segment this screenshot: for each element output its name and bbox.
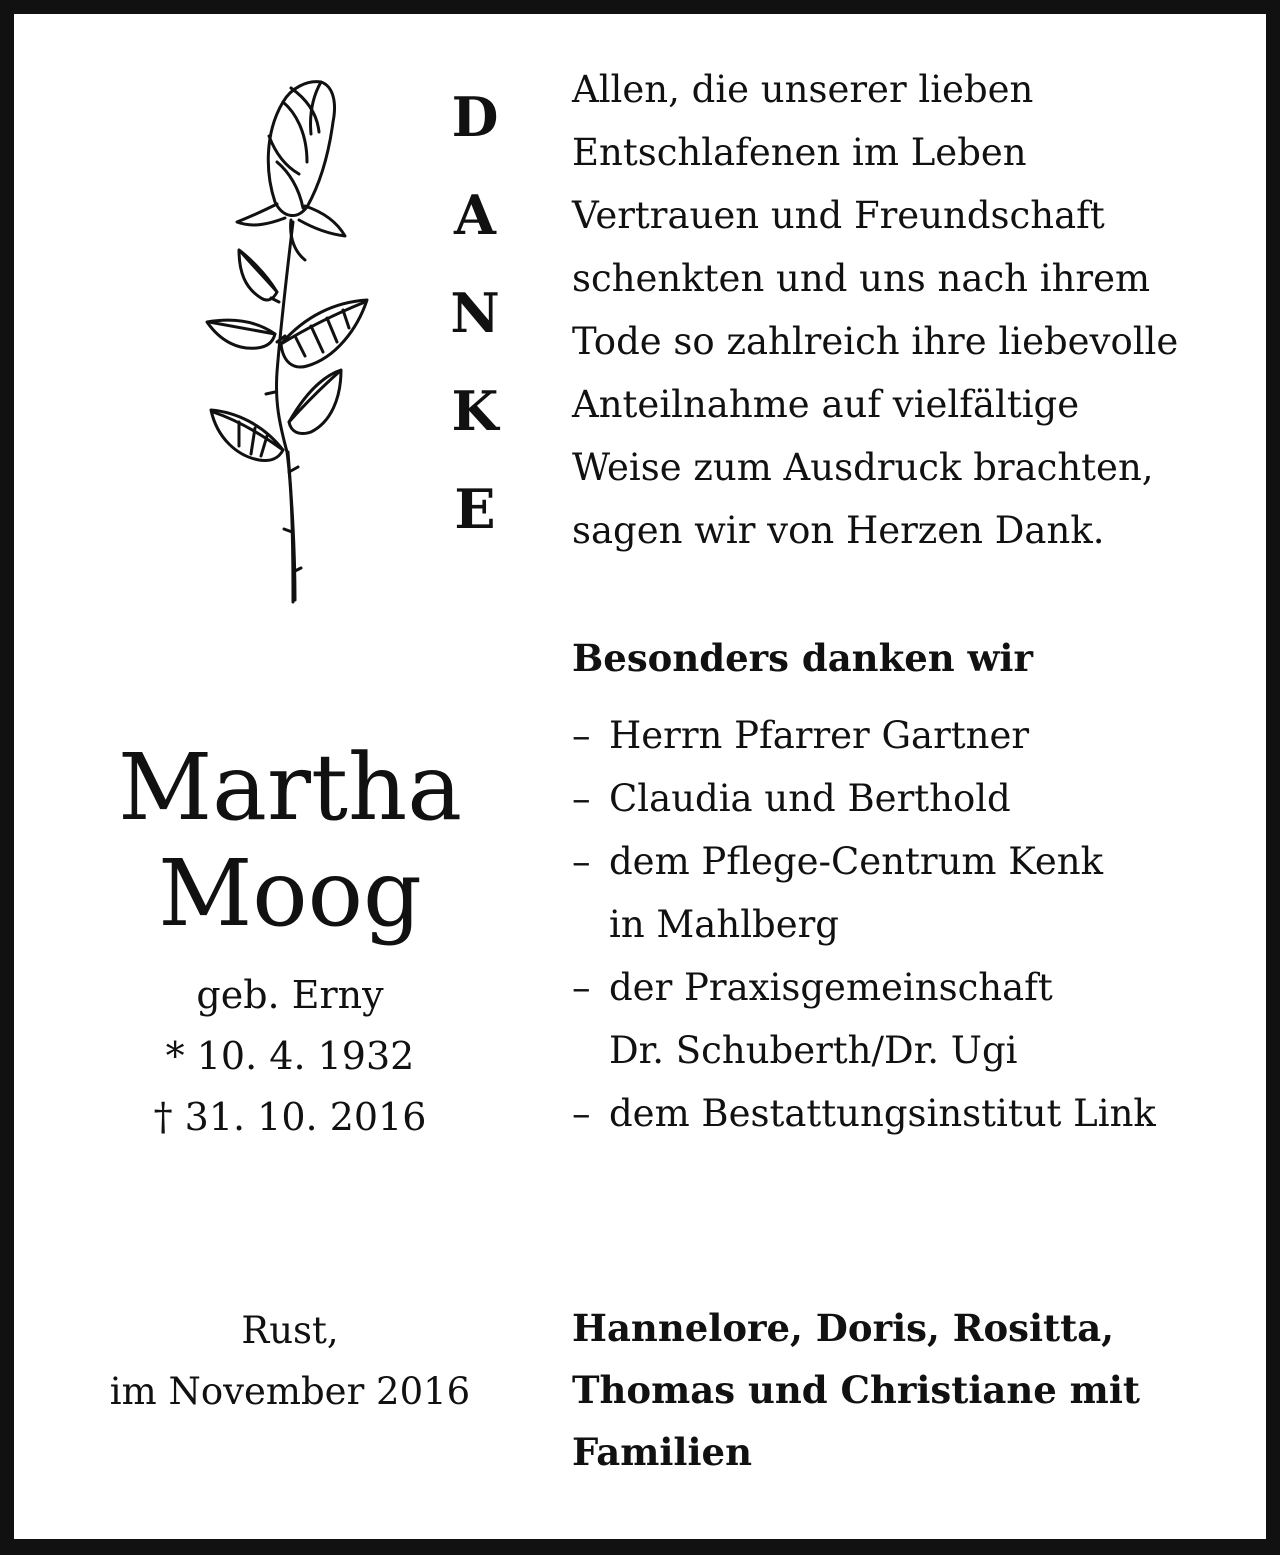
list-item-line: der Praxisgemeinschaft <box>609 966 1053 1009</box>
intro-line: Vertrauen und Freundschaft <box>572 194 1105 237</box>
maiden-name: geb. Erny <box>196 973 384 1017</box>
dash-marker: – <box>572 777 591 820</box>
list-item-line: Claudia und Berthold <box>609 777 1011 820</box>
family-signature <box>572 1297 1242 1483</box>
intro-text <box>572 58 1242 562</box>
danke-letter: K <box>451 379 499 443</box>
list-item <box>572 830 1242 956</box>
list-item-line: dem Pflege-Centrum Kenk <box>609 840 1104 883</box>
special-thanks-list <box>572 704 1242 1145</box>
intro-line: Weise zum Ausdruck brachten, <box>572 446 1154 489</box>
birth-date: * 10. 4. 1932 <box>165 1034 415 1078</box>
death-date: † 31. 10. 2016 <box>153 1095 427 1139</box>
intro-line: schenkten und uns nach ihrem <box>572 257 1151 300</box>
family-line: Familien <box>572 1430 752 1474</box>
list-item-line: Herrn Pfarrer Gartner <box>609 714 1030 757</box>
list-item <box>572 956 1242 1082</box>
dash-marker: – <box>572 714 591 757</box>
date-line: im November 2016 <box>109 1370 471 1413</box>
danke-letter: D <box>451 85 499 149</box>
danke-letter: A <box>454 183 496 247</box>
place-date <box>60 1300 520 1422</box>
family-line: Thomas und Christiane mit <box>572 1368 1140 1412</box>
rose-icon <box>195 72 375 607</box>
place-line: Rust, <box>241 1309 339 1352</box>
intro-line: Anteilnahme auf vielfältige <box>572 383 1080 426</box>
danke-letter: N <box>450 281 500 345</box>
dash-marker: – <box>572 840 591 883</box>
family-line: Hannelore, Doris, Rositta, <box>572 1306 1115 1350</box>
special-thanks-title: Besonders danken wir <box>572 636 1033 680</box>
list-item-line: Dr. Schuberth/Dr. Ugi <box>609 1029 1018 1072</box>
deceased-last-name: Moog <box>158 840 422 947</box>
list-item-line: in Mahlberg <box>609 903 839 946</box>
intro-line: Allen, die unserer lieben <box>572 68 1034 111</box>
dash-marker: – <box>572 966 591 1009</box>
list-item <box>572 767 1242 830</box>
deceased-block <box>80 735 500 1148</box>
deceased-first-name: Martha <box>117 734 463 841</box>
list-item-line: dem Bestattungsinstitut Link <box>609 1092 1156 1135</box>
list-item <box>572 1082 1242 1145</box>
intro-line: sagen wir von Herzen Dank. <box>572 509 1105 552</box>
list-item <box>572 704 1242 767</box>
intro-line: Entschlafenen im Leben <box>572 131 1027 174</box>
intro-line: Tode so zahlreich ihre liebevolle <box>572 320 1179 363</box>
dash-marker: – <box>572 1092 591 1135</box>
danke-letter: E <box>454 477 496 541</box>
danke-heading <box>440 68 510 558</box>
